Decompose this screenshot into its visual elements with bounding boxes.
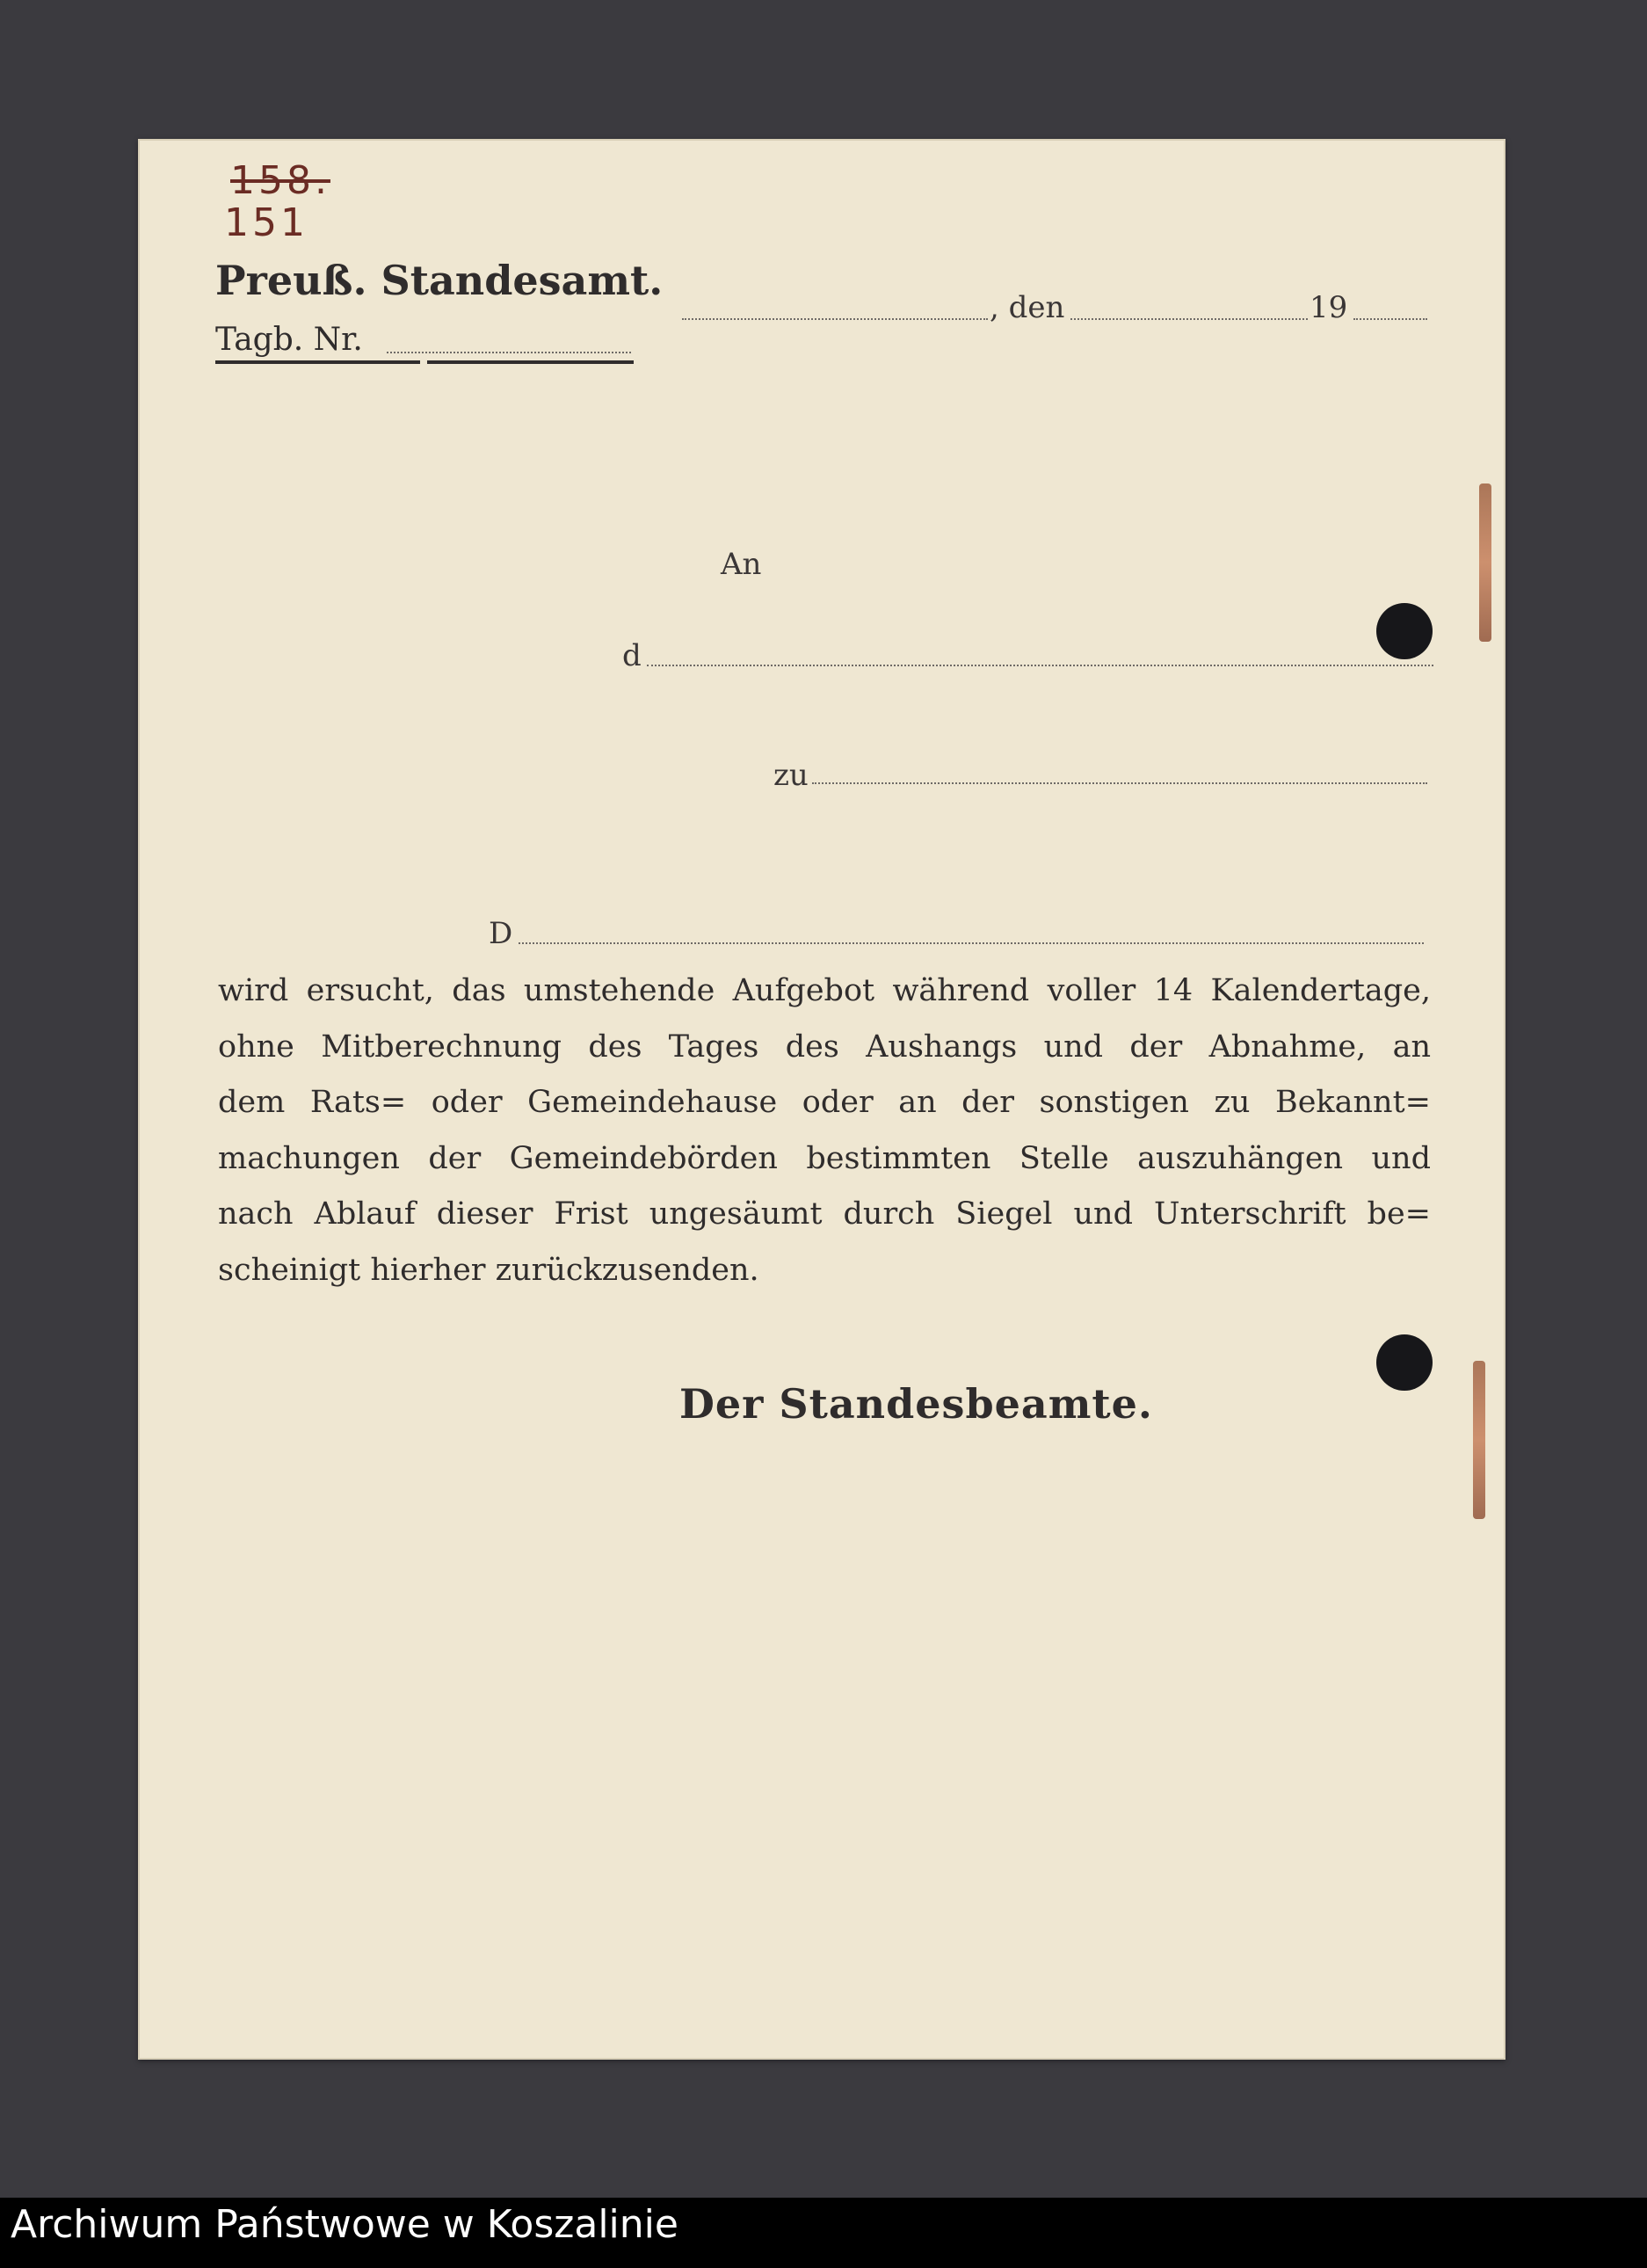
recipient-field [647,665,1433,666]
request-line: wird ersucht, das umstehende Aufgebot während voller 14 Kalendertage, [218,973,1431,1008]
archive-number-current: 151 [224,200,308,245]
year-prefix: 19 [1310,290,1348,325]
request-line: dem Rats= oder Gemeindehause oder an der sonstigen zu Bekannt= [218,1085,1431,1120]
request-line: ohne Mitberechnung des Tages des Aushangs und der Abnahme, an [218,1029,1431,1065]
place-destination-field [812,782,1427,784]
rust-stain-upper [1479,483,1491,642]
archive-number-old: 158. [230,158,330,203]
archive-credit: Archiwum Państwowe w Koszalinie [11,2202,678,2247]
punch-hole-lower [1376,1334,1433,1391]
subject-prefix: D [489,916,513,951]
request-paragraph [218,963,1431,1298]
place-prefix: zu [773,758,809,793]
rust-stain-lower [1473,1361,1485,1519]
journal-number-label: Tagb. Nr. [215,322,363,358]
date-field [1070,318,1308,320]
request-line: nach Ablauf dieser Frist ungesäumt durch Siegel und Unterschrift be= [218,1196,1431,1232]
subject-field [519,942,1424,944]
journal-number-field [387,352,631,353]
journal-underline-left [215,360,420,364]
date-connector: , den [990,290,1065,325]
punch-hole-upper [1376,603,1433,659]
request-line: machungen der Gemeindebörden bestimmten Stelle auszuhängen und [218,1140,1431,1176]
addressee-label: An [721,547,762,582]
journal-underline-right [427,360,634,364]
year-field [1353,318,1427,320]
registrar-signature-line: Der Standesbeamte. [679,1380,1153,1428]
request-line: scheinigt hierher zurückzusenden. [218,1252,759,1288]
office-title: Preuß. Standesamt. [215,257,664,304]
place-field [682,318,988,320]
recipient-prefix: d [622,638,642,673]
